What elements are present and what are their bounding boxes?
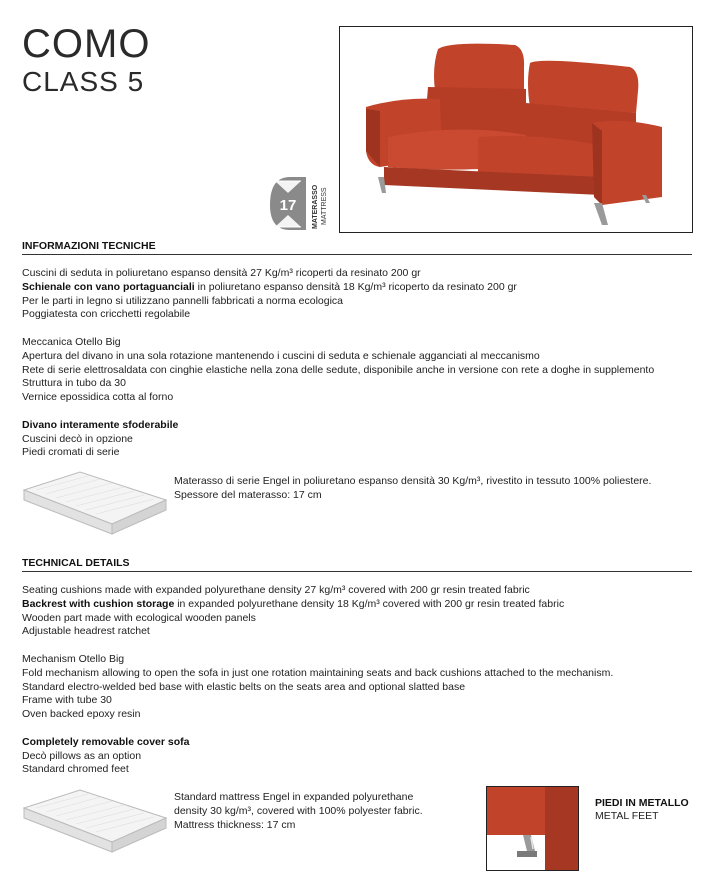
mattress-description-it: Materasso di serie Engel in poliuretano espanso densità 30 Kg/m³, rivestito in tessuto 100% poliestere. Spessore del materasso: 17 cm bbox=[174, 475, 652, 501]
metal-feet-title: PIEDI IN METALLO bbox=[595, 797, 689, 809]
metal-feet-subtitle: METAL FEET bbox=[595, 810, 659, 822]
badge-number: 17 bbox=[279, 197, 297, 214]
mechanism-line: Oven backed epoxy resin bbox=[22, 708, 141, 721]
spec-line: Adjustable headrest ratchet bbox=[22, 625, 150, 638]
metal-foot-illustration bbox=[487, 787, 578, 870]
mechanism-line: Mechanism Otello Big bbox=[22, 652, 125, 665]
sofa-illustration bbox=[340, 27, 692, 232]
cover-line: Cuscini decò in opzione bbox=[22, 432, 133, 445]
mattress-image bbox=[22, 784, 168, 856]
section-divider bbox=[22, 571, 692, 572]
spec-line: Wooden part made with ecological wooden panels bbox=[22, 611, 256, 624]
mattress-thickness-badge bbox=[268, 175, 338, 235]
badge-label-en: MATTRESS bbox=[321, 187, 328, 225]
cover-line: Piedi cromati di serie bbox=[22, 446, 120, 459]
mechanism-line: Frame with tube 30 bbox=[22, 694, 112, 707]
metal-feet-image bbox=[486, 786, 579, 871]
mattress-illustration bbox=[22, 784, 168, 856]
spec-line: Backrest with cushion storage in expanded polyurethane density 18 Kg/m³ covered with 200 gr resin treated fabric bbox=[22, 597, 565, 610]
spec-line: Seating cushions made with expanded polyurethane density 27 kg/m³ covered with 200 gr resin treated fabric bbox=[22, 584, 530, 596]
mechanism-line: Standard electro-welded bed base with elastic belts on the seats area and optional slatted base bbox=[22, 680, 466, 693]
mechanism-line: Fold mechanism allowing to open the sofa in just one rotation maintaining seats and back cushions attached to the mechanism. bbox=[22, 666, 614, 679]
spec-line: Cuscini di seduta in poliuretano espanso densità 27 Kg/m³ ricoperti da resinato 200 gr bbox=[22, 267, 421, 279]
mechanism-line: Struttura in tubo da 30 bbox=[22, 377, 126, 390]
section-heading-english: TECHNICAL DETAILS bbox=[22, 557, 130, 569]
mechanism-line: Rete di serie elettrosaldata con cinghie elastiche nella zona delle sedute, disponibile anche in versione con rete a doghe in supplemento bbox=[22, 363, 655, 376]
mattress-image bbox=[22, 466, 168, 538]
mechanism-line: Meccanica Otello Big bbox=[22, 335, 121, 348]
badge-label-it: MATERASSO bbox=[312, 184, 319, 229]
english-specs-block bbox=[22, 584, 694, 777]
mattress-illustration bbox=[22, 466, 168, 538]
cover-line: Standard chromed feet bbox=[22, 763, 129, 776]
product-class: CLASS 5 bbox=[22, 66, 145, 97]
italian-specs-block bbox=[22, 267, 694, 460]
section-heading-italian: INFORMAZIONI TECNICHE bbox=[22, 240, 156, 252]
mechanism-line: Apertura del divano in una sola rotazione mantenendo i cuscini di seduta e schienale agganciati al meccanismo bbox=[22, 349, 540, 362]
mattress-description-en: Standard mattress Engel in expanded polyurethane density 30 kg/m³, covered with 100% polyester fabric. Mattress thickness: 17 cm bbox=[174, 791, 423, 831]
section-divider bbox=[22, 254, 692, 255]
mechanism-line: Vernice epossidica cotta al forno bbox=[22, 391, 174, 404]
product-title: COMO bbox=[22, 22, 151, 66]
spec-line: Poggiatesta con cricchetti regolabile bbox=[22, 308, 191, 321]
spec-line: Per le parti in legno si utilizzano pannelli fabbricati a norma ecologica bbox=[22, 294, 344, 307]
cover-title: Completely removable cover sofa bbox=[22, 735, 190, 748]
spec-line: Schienale con vano portaguanciali in poliuretano espanso densità 18 Kg/m³ ricoperto da resinato 200 gr bbox=[22, 280, 517, 293]
cover-title: Divano interamente sfoderabile bbox=[22, 418, 179, 431]
sofa-product-image bbox=[339, 26, 693, 233]
cover-line: Decò pillows as an option bbox=[22, 749, 142, 762]
